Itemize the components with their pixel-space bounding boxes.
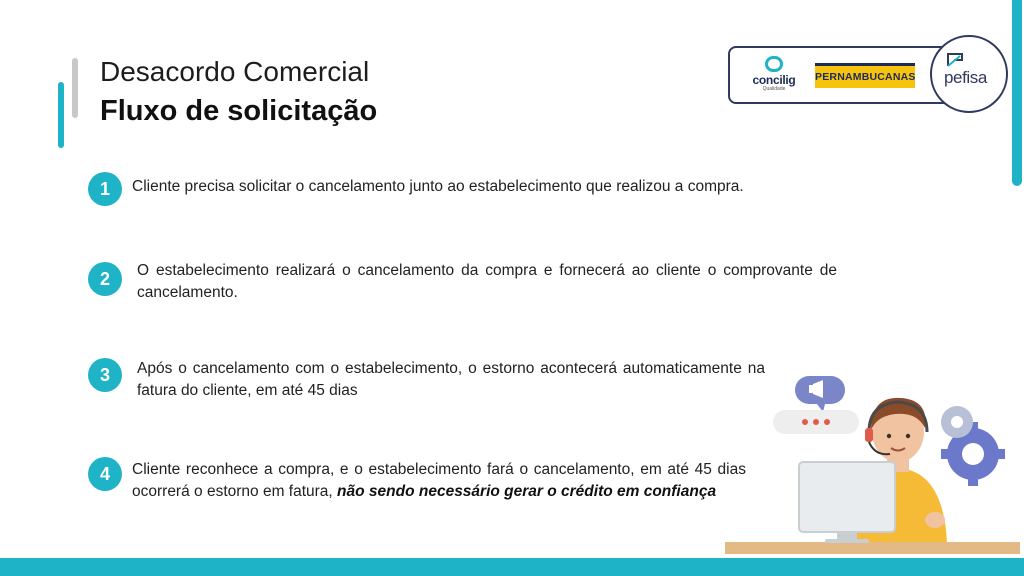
pefisa-mark-icon xyxy=(946,52,964,68)
step-4-text xyxy=(132,459,746,503)
concilig-logo xyxy=(748,56,800,92)
concilig-name: concilig xyxy=(752,73,796,87)
step-3-text: Após o cancelamento com o estabelecimento, o estorno acontecerá automaticamente na fatura do cliente, em até 45 dias xyxy=(137,360,765,399)
chat-dots-icon xyxy=(773,410,859,434)
gear-icon xyxy=(941,406,1005,486)
step-4-number: 4 xyxy=(88,457,122,491)
step-2-number: 2 xyxy=(88,262,122,296)
step-4-body: Cliente reconhece a compra, e o estabelecimento fará o cancelamento, em até 45 dias ocorrerá o estorno em fatura, xyxy=(132,461,746,500)
step-1-text: Cliente precisa solicitar o cancelamento junto ao estabelecimento que realizou a compra. xyxy=(132,178,744,195)
megaphone-icon xyxy=(795,376,845,412)
decorative-bar-teal xyxy=(58,82,64,148)
concilig-tagline: Qualidade xyxy=(762,86,786,92)
step-2-text: O estabelecimento realizará o cancelamento da compra e fornecerá ao cliente o comprovante de cancelamento. xyxy=(137,262,837,301)
support-agent-illustration xyxy=(725,370,1020,558)
step-1-number: 1 xyxy=(88,172,122,206)
concilig-ring-icon xyxy=(765,56,783,72)
step-3-number: 3 xyxy=(88,358,122,392)
footer-band xyxy=(0,558,1024,576)
page-subtitle: Fluxo de solicitação xyxy=(100,95,378,127)
decorative-bar-grey xyxy=(72,58,78,118)
page-title: Desacordo Comercial xyxy=(100,56,370,87)
pernambucanas-logo: PERNAMBUCANAS xyxy=(815,63,915,88)
decorative-bar-right xyxy=(1012,0,1022,186)
pefisa-logo-text: pefisa xyxy=(944,68,987,87)
computer-monitor-icon xyxy=(799,462,895,543)
step-4-emphasis: não sendo necessário gerar o crédito em confiança xyxy=(337,483,717,500)
